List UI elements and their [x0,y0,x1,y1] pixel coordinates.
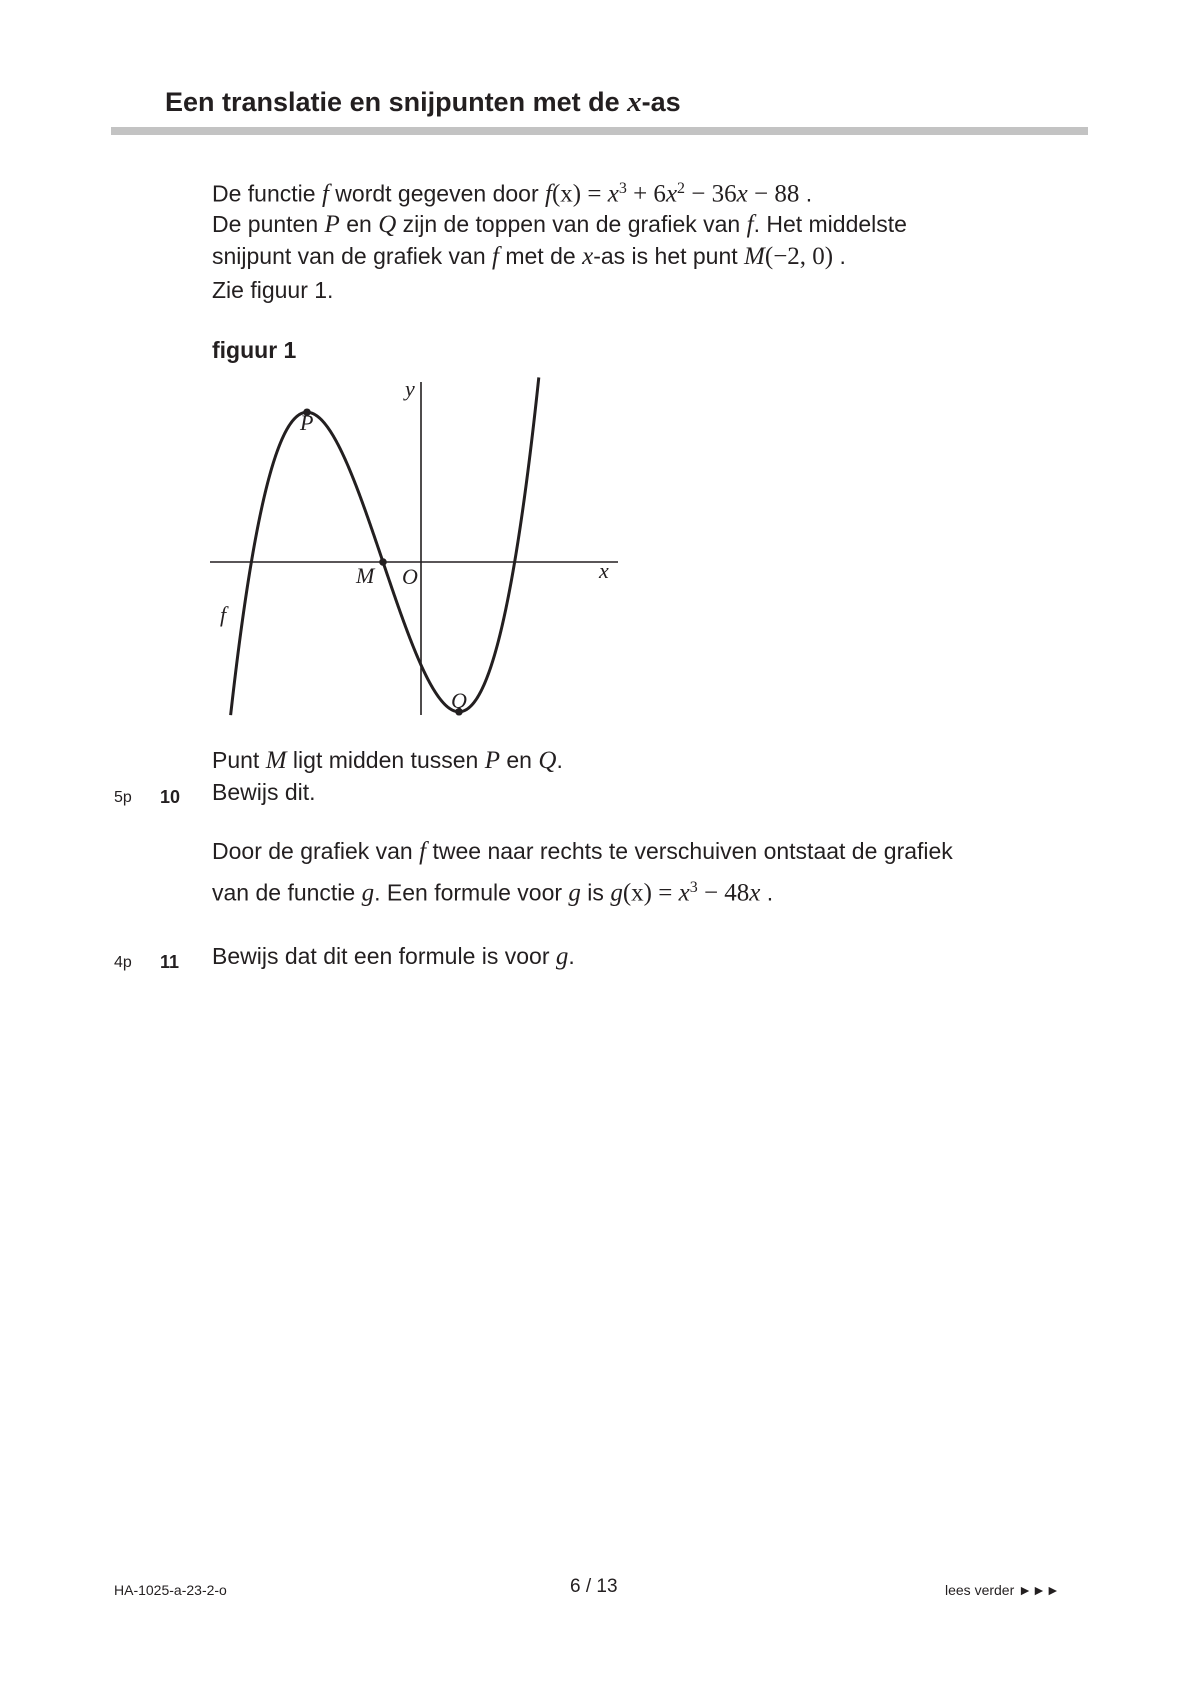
label-P: P [300,410,314,435]
figure-graph [200,370,620,720]
q10-statement: Punt M ligt midden tussen P en Q. [212,747,563,774]
point-M [379,558,387,566]
footer-code: HA-1025-a-23-2-o [114,1582,227,1598]
footer-next: lees verder ►►► [945,1582,1060,1598]
label-M: M [356,563,375,588]
label-Q: Q [451,688,467,713]
q11-number: 11 [160,952,180,972]
footer-page: 6 / 13 [570,1576,618,1597]
q10-points: 5p [114,789,132,806]
q11-task: Bewijs dat dit een formule is voor g. [212,943,575,970]
label-x: x [599,558,609,583]
para2-line-2: van de functie g. Een formule voor g is $g(x) = x^3 - 48x$ . [212,879,774,907]
para2-line-1: Door de grafiek van f twee naar rechts te verschuiven ontstaat de grafiek [212,838,953,865]
intro-line-2: De punten P en Q zijn de toppen van de grafiek van f. Het middelste [212,211,907,238]
label-y: y [405,376,415,401]
intro-line-3: snijpunt van de grafiek van f met de x-as is het punt M(−2, 0) . [212,243,846,270]
q10-task: Bewijs dit. [212,779,316,805]
page-title: Een translatie en snijpunten met de x-as [165,86,681,118]
title-divider [111,127,1088,135]
q11-points: 4p [114,954,132,971]
intro-line-1: De functie f wordt gegeven door $f(x) = x^3 + 6x^2 - 36x - 88$ . [212,180,813,208]
figure-label: figuur 1 [212,337,297,363]
intro-line-4: Zie figuur 1. [212,277,334,303]
q10-number: 10 [160,787,181,807]
function-curve [231,377,539,715]
label-O: O [402,564,418,589]
label-f: f [220,602,227,627]
